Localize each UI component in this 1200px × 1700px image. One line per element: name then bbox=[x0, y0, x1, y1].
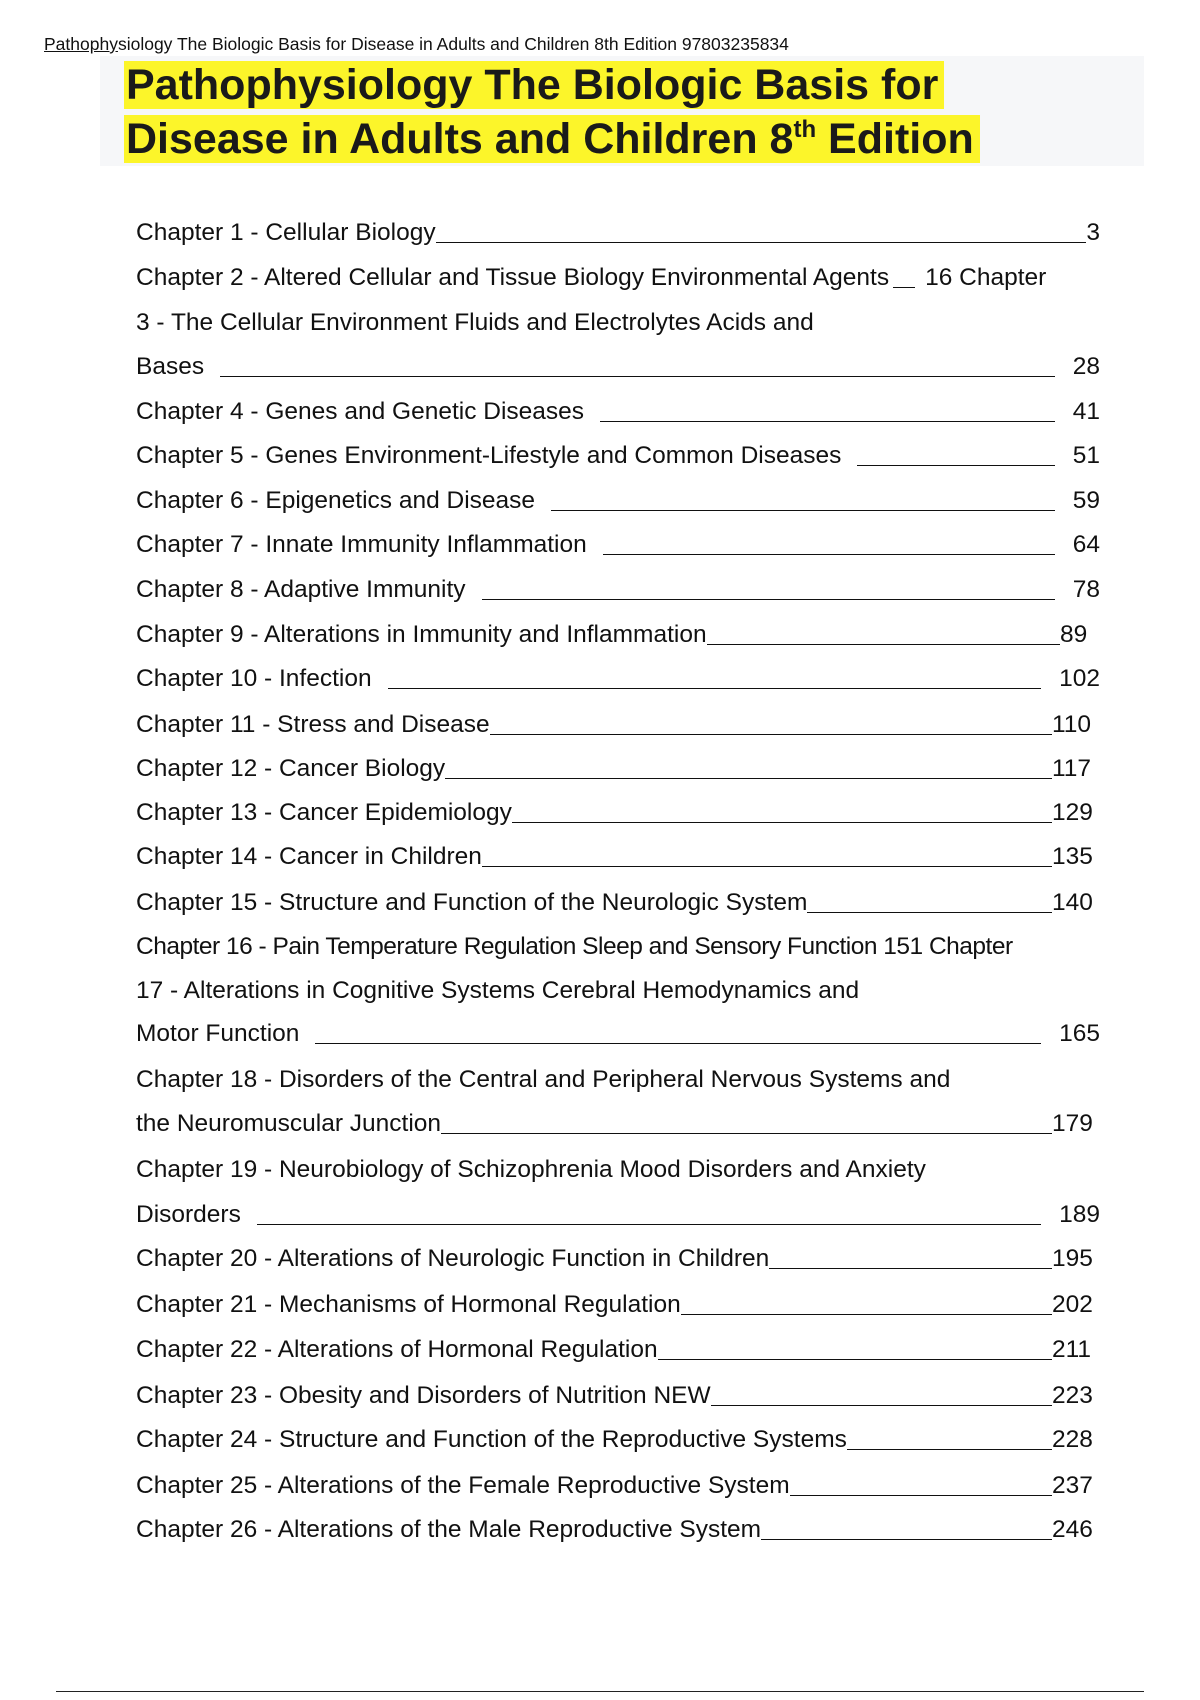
toc-page-number: 78 bbox=[1072, 576, 1100, 603]
toc-entry bbox=[136, 1105, 1100, 1139]
toc-entry-text: 17 - Alterations in Cognitive Systems Cerebral Hemodynamics and bbox=[136, 977, 860, 1004]
toc-entry-text: Chapter 9 - Alterations in Immunity and Inflammation bbox=[136, 621, 707, 648]
toc-entry-text: Chapter 14 - Cancer in Children bbox=[136, 843, 482, 870]
toc-entry-text: Motor Function bbox=[136, 1020, 300, 1047]
toc-entry-text: Chapter 13 - Cancer Epidemiology bbox=[136, 799, 512, 826]
toc-page-number: 195 bbox=[1052, 1245, 1093, 1272]
toc-entry-text: Disorders bbox=[136, 1201, 241, 1228]
toc-entry-text: 3 - The Cellular Environment Fluids and Electrolytes Acids and bbox=[136, 309, 814, 336]
toc-entry bbox=[136, 706, 1100, 740]
toc-entry-text: Chapter 11 - Stress and Disease bbox=[136, 711, 490, 738]
toc-entry bbox=[136, 214, 1100, 248]
toc-entry bbox=[136, 1331, 1100, 1365]
toc-leader-line bbox=[769, 1267, 1052, 1269]
toc-leader-line bbox=[512, 821, 1052, 823]
toc-page-number: 223 bbox=[1052, 1382, 1093, 1409]
toc-entry-text: the Neuromuscular Junction bbox=[136, 1110, 442, 1137]
toc-entry bbox=[136, 838, 1100, 872]
toc-page-number: 246 bbox=[1052, 1516, 1093, 1543]
toc-entry bbox=[136, 1421, 1100, 1455]
toc-entry bbox=[136, 616, 1100, 650]
toc-entry-text: Chapter 19 - Neurobiology of Schizophrenia Mood Disorders and Anxiety bbox=[136, 1156, 926, 1183]
toc-entry bbox=[136, 437, 1100, 471]
toc-leader-line bbox=[658, 1358, 1052, 1360]
toc-entry bbox=[136, 1240, 1100, 1274]
toc-page-number: 64 bbox=[1072, 531, 1100, 558]
footer-divider bbox=[56, 1691, 1144, 1692]
title-line-2-suffix: Edition bbox=[816, 115, 974, 163]
toc-page-number: 117 bbox=[1052, 755, 1092, 782]
toc-page-number: 89 bbox=[1060, 621, 1088, 648]
toc-leader-line bbox=[551, 509, 1055, 511]
toc-entry-text: Bases bbox=[136, 353, 205, 380]
toc-leader-line bbox=[707, 643, 1060, 645]
toc-leader-line bbox=[441, 1132, 1052, 1134]
toc-entry bbox=[136, 1061, 1100, 1095]
toc-entry bbox=[136, 972, 1100, 1006]
toc-entry bbox=[136, 304, 1100, 338]
toc-leader-line bbox=[761, 1538, 1052, 1540]
toc-page-number: 16 Chapter bbox=[925, 264, 1047, 291]
toc-leader-line bbox=[711, 1404, 1052, 1406]
toc-entry bbox=[136, 571, 1100, 605]
toc-leader-line bbox=[482, 865, 1052, 867]
toc-leader-line bbox=[436, 241, 1087, 243]
toc-entry bbox=[136, 482, 1100, 516]
toc-entry bbox=[136, 660, 1100, 694]
toc-page-number: 102 bbox=[1059, 665, 1100, 692]
toc-page-number: 202 bbox=[1052, 1291, 1093, 1318]
toc-entry bbox=[136, 1015, 1100, 1049]
toc-leader-line bbox=[807, 911, 1052, 913]
toc-entry-text: Chapter 20 - Alterations of Neurologic Function in Children bbox=[136, 1245, 770, 1272]
title-line-2-text: Disease in Adults and Children 8 bbox=[126, 115, 794, 163]
title-superscript: th bbox=[793, 116, 817, 143]
toc-entry-text: Chapter 23 - Obesity and Disorders of Nutrition NEW bbox=[136, 1382, 711, 1409]
toc-page-number: 237 bbox=[1052, 1472, 1093, 1499]
toc-page-number: 51 bbox=[1072, 442, 1100, 469]
toc-page-number: 228 bbox=[1052, 1426, 1093, 1453]
toc-entry bbox=[136, 526, 1100, 560]
toc-page-number: 135 bbox=[1052, 843, 1093, 870]
toc-leader-line bbox=[445, 777, 1052, 779]
running-header-text: siology The Biologic Basis for Disease in Adults and Children 8th Edition 97803235834 bbox=[117, 34, 789, 54]
toc-entry-text: Chapter 21 - Mechanisms of Hormonal Regulation bbox=[136, 1291, 681, 1318]
toc-page-number: 179 bbox=[1052, 1110, 1093, 1137]
toc-entry-text: Chapter 2 - Altered Cellular and Tissue Biology Environmental Agents bbox=[136, 264, 890, 291]
toc-entry bbox=[136, 1511, 1100, 1545]
toc-entry-text: Chapter 7 - Innate Immunity Inflammation bbox=[136, 531, 587, 558]
toc-leader-line bbox=[603, 553, 1055, 555]
toc-entry-text: Chapter 26 - Alterations of the Male Reproductive System bbox=[136, 1516, 762, 1543]
toc-leader-line bbox=[490, 733, 1052, 735]
toc-entry-text: Chapter 8 - Adaptive Immunity bbox=[136, 576, 466, 603]
toc-entry bbox=[136, 794, 1100, 828]
toc-leader-line bbox=[220, 375, 1055, 377]
toc-page-number: 189 bbox=[1059, 1201, 1100, 1228]
toc-entry-text: Chapter 1 - Cellular Biology bbox=[136, 219, 436, 246]
toc-entry-text: Chapter 16 - Pain Temperature Regulation Sleep and Sensory Function 151 Chapter bbox=[136, 933, 1013, 960]
toc-entry bbox=[136, 259, 1100, 293]
toc-entry-text: Chapter 22 - Alterations of Hormonal Regulation bbox=[136, 1336, 658, 1363]
toc-entry bbox=[136, 884, 1100, 918]
toc-leader-line bbox=[790, 1494, 1052, 1496]
toc-page-number: 59 bbox=[1072, 487, 1100, 514]
toc-entry bbox=[136, 393, 1100, 427]
toc-entry-text: Chapter 15 - Structure and Function of the Neurologic System bbox=[136, 889, 808, 916]
toc-entry bbox=[136, 1196, 1100, 1230]
title-highlight-line-2 bbox=[124, 115, 980, 163]
running-header bbox=[44, 34, 789, 55]
toc-entry bbox=[136, 1377, 1100, 1411]
running-header-underlined: Pathophy bbox=[44, 34, 118, 54]
toc-leader-line bbox=[847, 1448, 1052, 1450]
toc-entry-text: Chapter 6 - Epigenetics and Disease bbox=[136, 487, 536, 514]
toc-entry-text: Chapter 12 - Cancer Biology bbox=[136, 755, 446, 782]
toc-page-number: 3 bbox=[1086, 219, 1100, 246]
toc-entry-text: Chapter 10 - Infection bbox=[136, 665, 372, 692]
toc-entry bbox=[136, 928, 1100, 962]
toc-leader-line bbox=[315, 1042, 1041, 1044]
toc-leader-line bbox=[600, 420, 1055, 422]
toc-entry-text: Chapter 24 - Structure and Function of the Reproductive Systems bbox=[136, 1426, 847, 1453]
toc-leader-line bbox=[388, 687, 1042, 689]
toc-entry bbox=[136, 1151, 1100, 1185]
toc-entry bbox=[136, 348, 1100, 382]
toc-leader-line bbox=[482, 598, 1055, 600]
toc-entry-text: Chapter 5 - Genes Environment-Lifestyle and Common Diseases bbox=[136, 442, 842, 469]
toc-leader-line bbox=[893, 286, 915, 288]
toc-page-number: 165 bbox=[1059, 1020, 1100, 1047]
toc-entry-text: Chapter 25 - Alterations of the Female Reproductive System bbox=[136, 1472, 790, 1499]
page-title bbox=[124, 58, 980, 173]
toc-leader-line bbox=[857, 464, 1054, 466]
toc-leader-line bbox=[257, 1223, 1041, 1225]
toc-page-number: 110 bbox=[1052, 711, 1092, 738]
toc-entry-text: Chapter 18 - Disorders of the Central and Peripheral Nervous Systems and bbox=[136, 1066, 951, 1093]
toc-entry bbox=[136, 1286, 1100, 1320]
toc-page-number: 140 bbox=[1052, 889, 1093, 916]
toc-page-number: 129 bbox=[1052, 799, 1093, 826]
toc-page-number: 211 bbox=[1052, 1336, 1092, 1363]
toc-entry bbox=[136, 750, 1100, 784]
toc-entry bbox=[136, 1467, 1100, 1501]
toc-leader-line bbox=[681, 1313, 1052, 1315]
toc-page-number: 28 bbox=[1072, 353, 1100, 380]
toc-page-number: 41 bbox=[1072, 398, 1100, 425]
title-line-1: Pathophysiology The Biologic Basis for bbox=[126, 61, 939, 109]
title-highlight-line-1 bbox=[124, 61, 944, 109]
toc-entry-text: Chapter 4 - Genes and Genetic Diseases bbox=[136, 398, 585, 425]
